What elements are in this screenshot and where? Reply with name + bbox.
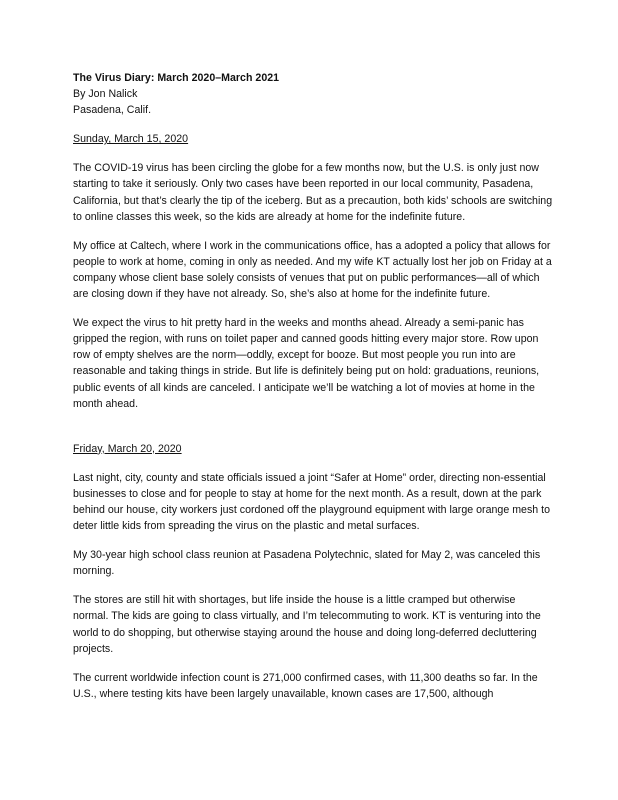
entry-paragraph: Last night, city, county and state officials issued a joint “Safer at Home” order, directing non-essential businesses to close and for people to stay at home for the next month. As a result, down at the park behind our house, city workers just cordoned off the playground equipment with large orange mesh to deter little kids from spreading the virus on the plastic and metal surfaces. bbox=[73, 471, 551, 533]
diary-entry bbox=[73, 441, 553, 702]
location: Pasadena, Calif. bbox=[73, 104, 152, 117]
entry-paragraph: The stores are still hit with shortages, but life inside the house is a little cramped but otherwise normal. The kids are going to class virtually, and I’m telecommuting to work. KT is venturing into the world to do shopping, but otherwise staying around the house and doing long-deferred decluttering projects. bbox=[73, 594, 541, 655]
entry-paragraph: The current worldwide infection count is 271,000 confirmed cases, with 11,300 deaths so far. In the U.S., where testing kits have been largely unavailable, known cases are 17,500, although bbox=[73, 671, 538, 700]
entry-paragraph: My 30-year high school class reunion at Pasadena Polytechnic, slated for May 2, was canceled this morning. bbox=[73, 549, 541, 578]
entry-paragraph: We expect the virus to hit pretty hard in the weeks and months ahead. Already a semi-panic has gripped the region, with runs on toilet paper and canned goods hitting every major store. Row upon row of empty shelves are the norm—oddly, except for booze. But most people you run into are reasonable and taking things in stride. But life is definitely being put on hold: graduations, reunions, public events of all kinds are canceled. I anticipate we’ll be watching a lot of movies at home in the month ahead. bbox=[73, 317, 540, 410]
document-page bbox=[73, 70, 553, 702]
document-title: The Virus Diary: March 2020–March 2021 bbox=[73, 72, 280, 84]
entry-date: Friday, March 20, 2020 bbox=[73, 442, 182, 455]
entry-date: Sunday, March 15, 2020 bbox=[73, 133, 189, 146]
document-header bbox=[73, 70, 553, 118]
diary-entry bbox=[73, 131, 553, 411]
entry-paragraph: The COVID-19 virus has been circling the globe for a few months now, but the U.S. is only just now starting to take it seriously. Only two cases have been reported in our local community, Pasadena, California, but that’s clearly the tip of the iceberg. But as a precaution, both kids’ schools are switching to online classes this week, so the kids are already at home for the indefinite future. bbox=[73, 162, 553, 223]
entry-paragraph: My office at Caltech, where I work in the communications office, has a adopted a policy that allows for people to work at home, coming in only as needed. And my wife KT actually lost her job on Friday at a company whose client base solely consists of venues that put on public performances—all of which are closing down if they have not already. So, she’s also at home for the indefinite future. bbox=[73, 239, 552, 301]
byline: By Jon Nalick bbox=[73, 88, 138, 101]
